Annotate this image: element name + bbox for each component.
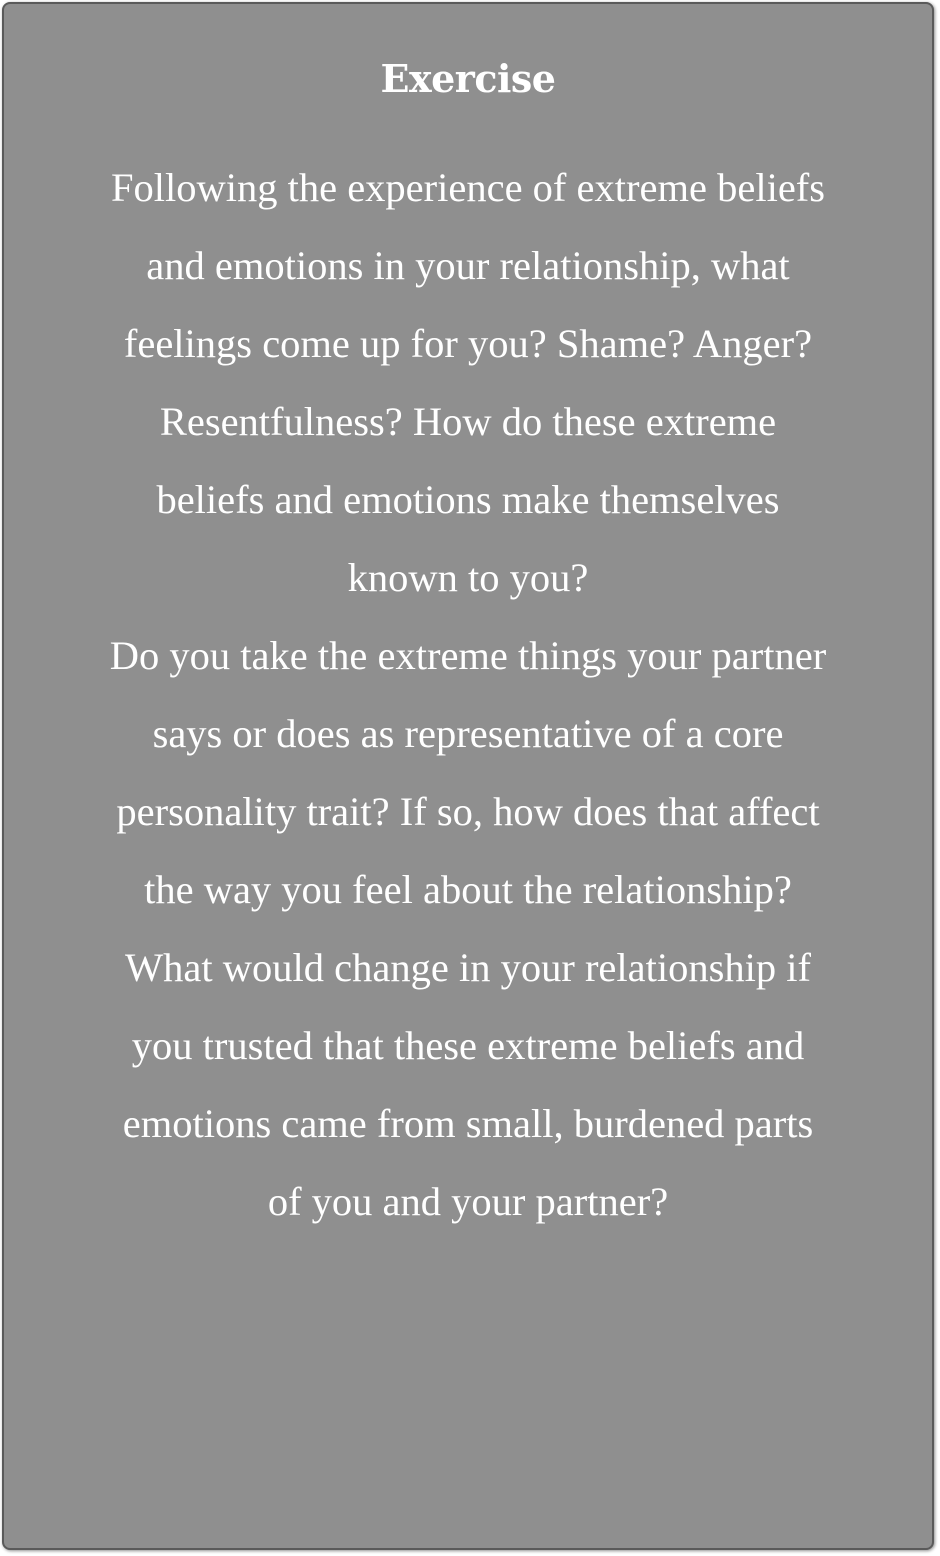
exercise-paragraph-feelings: Following the experience of extreme beliefs and emotions in your relationship, what feelings come up for you? Shame? Anger? Resentfulness? How do these extreme beliefs and emotions make themselves known to you? xyxy=(110,165,826,600)
exercise-card xyxy=(2,2,934,1550)
exercise-paragraph-partner-traits: Do you take the extreme things your partner says or does as representative of a core personality trait? If so, how does that affect the way you feel about the relationship? xyxy=(109,633,827,912)
exercise-paragraph-trust: What would change in your relationship if you trusted that these extreme beliefs and emotions came from small, burdened parts of you and your partner? xyxy=(122,945,814,1224)
exercise-body xyxy=(104,149,832,1241)
exercise-title: Exercise xyxy=(380,56,556,101)
